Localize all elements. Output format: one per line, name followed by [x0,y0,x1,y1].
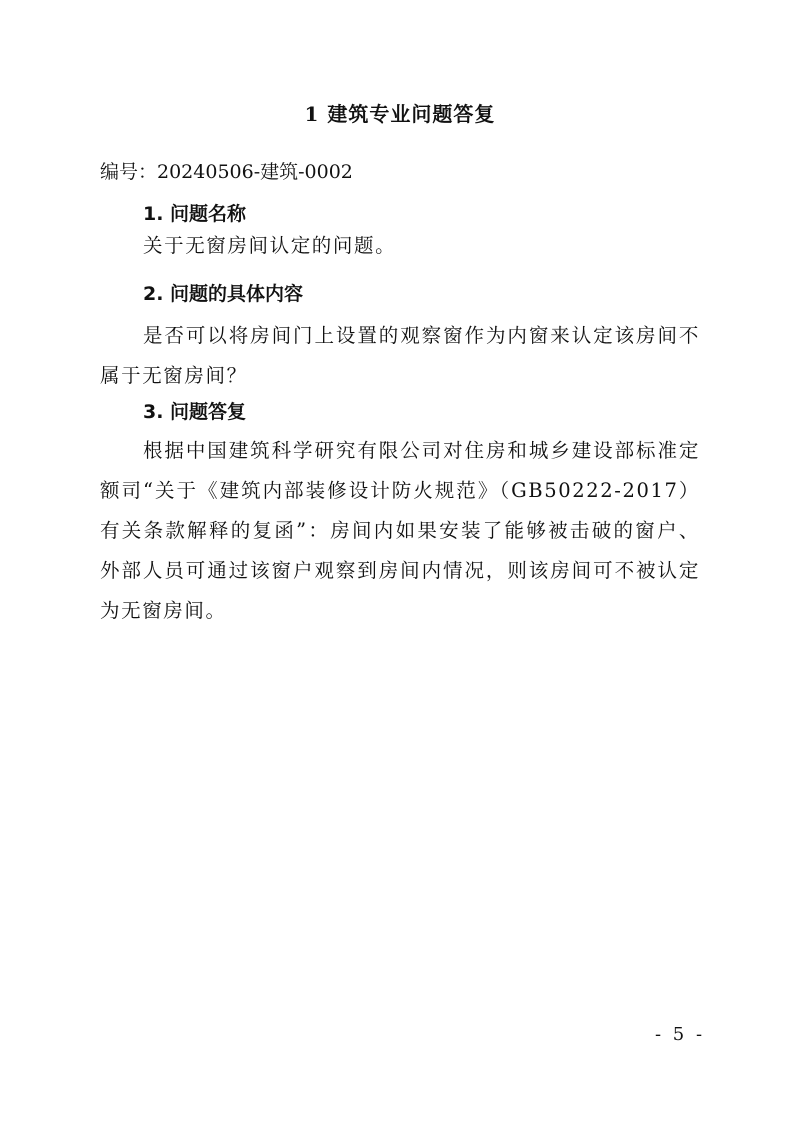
section-body-3: 根据中国建筑科学研究有限公司对住房和城乡建设部标准定额司“关于《建筑内部装修设计防火规范》（GB50222-2017）有关条款解释的复函”：房间内如果安装了能够被击破的窗户、外部人员可通过该窗户观察到房间内情况，则该房间可不被认定为无窗房间。 [100,439,700,622]
section-heading-2: 2. 问题的具体内容 [143,283,304,305]
section-heading-1: 1. 问题名称 [143,203,247,225]
section-body-1: 关于无窗房间认定的问题。 [143,234,397,257]
page-number: - 5 - [654,1024,706,1045]
section-heading-3: 3. 问题答复 [143,401,247,423]
document-number: 编号：20240506-建筑-0002 [100,161,353,183]
section-body-2: 是否可以将房间门上设置的观察窗作为内窗来认定该房间不属于无窗房间？ [100,324,700,387]
document-title: 1 建筑专业问题答复 [304,102,496,126]
